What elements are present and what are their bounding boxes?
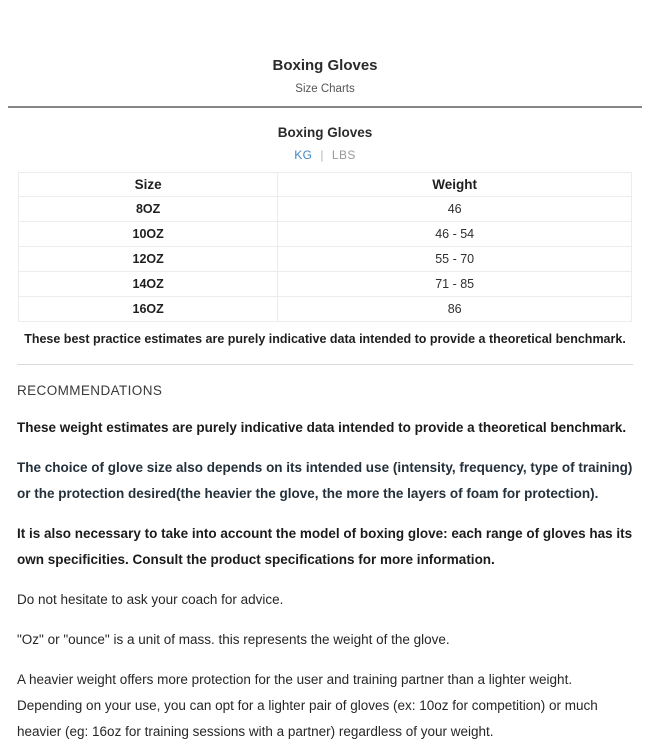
weight-cell: 55 - 70 [278,247,632,272]
size-cell: 8OZ [19,197,278,222]
weight-cell: 46 [278,197,632,222]
unit-toggle [0,148,650,163]
table-row [19,222,632,247]
weight-cell: 46 - 54 [278,222,632,247]
size-cell: 14OZ [19,272,278,297]
table-row [19,272,632,297]
weight-cell: 71 - 85 [278,272,632,297]
weight-cell: 86 [278,297,632,322]
recommendation-paragraph: It is also necessary to take into account the model of boxing glove: each range of gloves has its own specificities. Consult the product specifications for more information. [17,526,633,567]
column-header-size: Size [19,173,278,197]
page-header [0,0,650,96]
size-cell: 12OZ [19,247,278,272]
header-divider [8,106,642,108]
size-table-header-row [19,173,632,197]
recommendation-paragraph: Do not hesitate to ask your coach for advice. [17,592,284,607]
recommendations-section [0,365,650,745]
size-table-body [19,197,632,322]
recommendations-paragraphs [17,415,633,745]
table-row [19,197,632,222]
size-cell: 16OZ [19,297,278,322]
recommendation-paragraph: These weight estimates are purely indicative data intended to provide a theoretical benchmark. [17,420,627,435]
recommendation-paragraph: A heavier weight offers more protection for the user and training partner than a lighter weight. Depending on your use, you can opt for a lighter pair of gloves (ex: 10oz for competition) or much heavier (eg: 16oz for training sessions with a partner) regardless of your weight. [17,672,598,739]
recommendation-paragraph: The choice of glove size also depends on its intended use (intensity, frequency, type of training) or the protection desired(the heavier the glove, the more the layers of foam for protection). [17,460,633,501]
unit-option-kg[interactable]: KG [294,148,313,162]
size-chart-title: Boxing Gloves [277,125,373,140]
page-subtitle: Size Charts [295,83,355,95]
unit-separator: | [320,148,324,162]
table-row [19,247,632,272]
page-title: Boxing Gloves [272,57,378,74]
size-cell: 10OZ [19,222,278,247]
unit-option-lbs[interactable]: LBS [331,148,356,162]
recommendations-heading: RECOMMENDATIONS [17,383,163,398]
size-table [18,172,632,322]
table-note: These best practice estimates are purely indicative data intended to provide a theoretical benchmark. [24,332,626,346]
recommendation-paragraph: "Oz" or "ounce" is a unit of mass. this represents the weight of the glove. [17,632,450,647]
table-row [19,297,632,322]
column-header-weight: Weight [278,173,632,197]
